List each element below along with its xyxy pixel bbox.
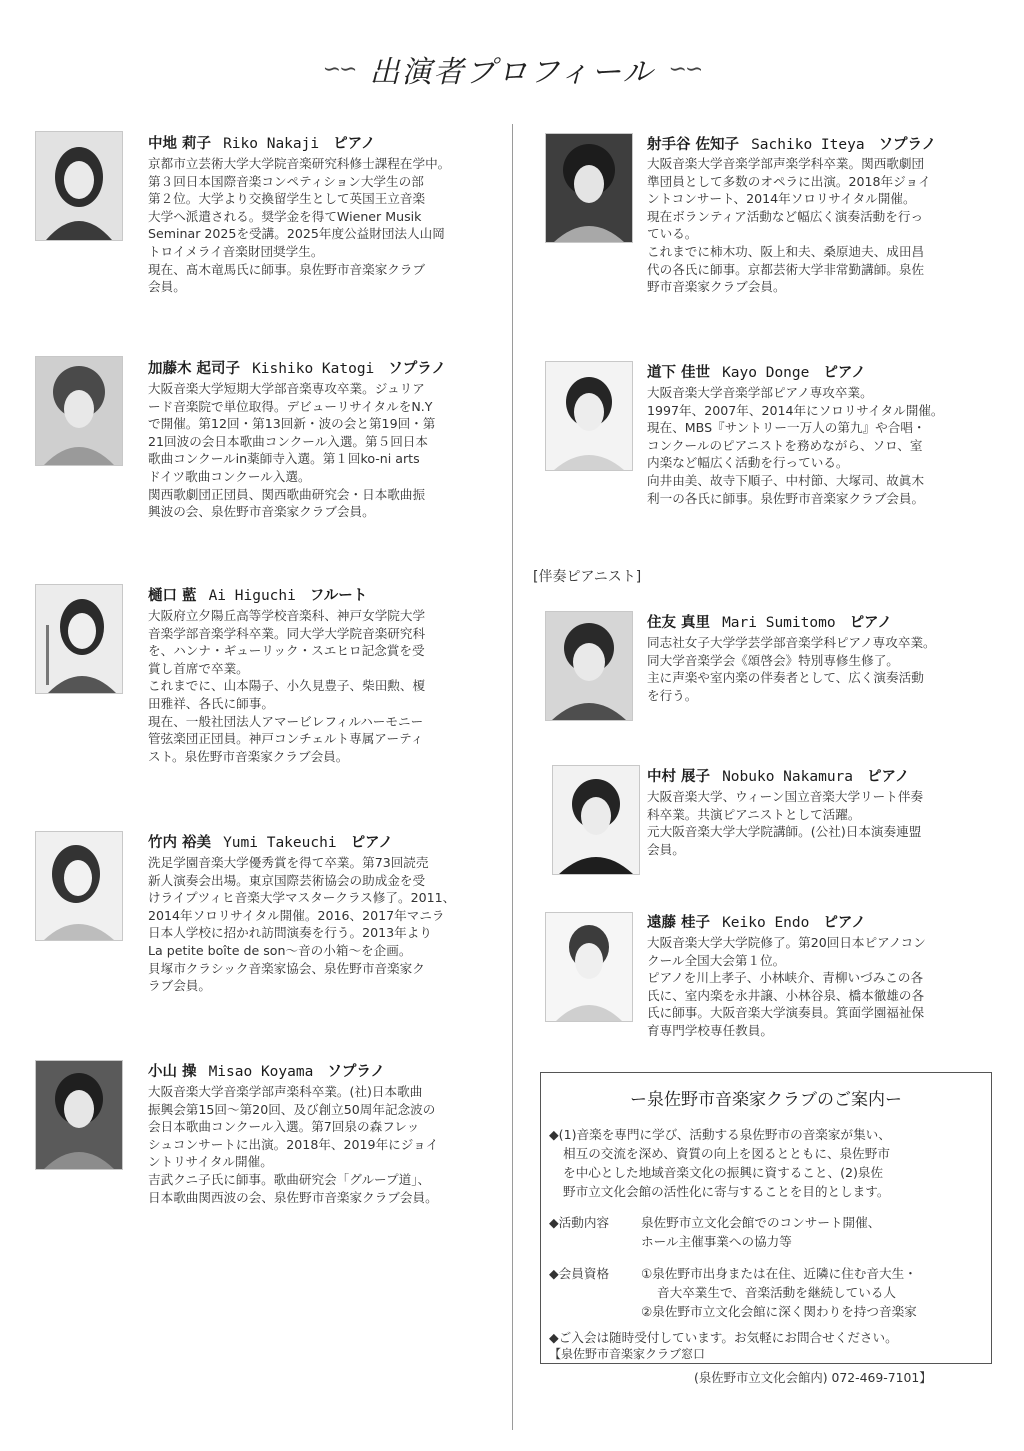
bio-line: トロイメライ音楽財団奨学生。	[148, 243, 324, 259]
performer-photo	[35, 131, 123, 241]
bio-line: 1997年、2007年、2014年にソロリサイタル開催。	[647, 402, 944, 418]
bio-line: 賞し首席で卒業。	[148, 660, 249, 676]
bio-line: ントコンサート、2014年ソロリサイタル開催。	[647, 191, 916, 207]
bio-line: 科卒業。共演ピアニストとして活躍。	[647, 806, 861, 822]
bio-line: 大阪音楽大学音楽学部ピアノ専攻卒業。	[647, 385, 873, 400]
bio-line: ドイツ歌曲コンクール入選。	[148, 468, 311, 484]
performer-name: 住友 真里	[647, 615, 711, 631]
performer-instrument: ソプラノ	[327, 1064, 385, 1080]
performer-instrument: ピアノ	[333, 136, 376, 152]
bio-line: 大阪音楽大学短期大学部音楽専攻卒業。ジュリア	[148, 381, 425, 396]
performer-romaji: Mari Sumitomo	[722, 615, 836, 631]
performer-name: 遠藤 桂子	[647, 915, 711, 931]
performer-name-line	[148, 357, 446, 378]
purpose-line: を中心とした地域音楽文化の振興に資すること、(2)泉佐	[563, 1165, 884, 1180]
bio-line: 会員。	[647, 841, 685, 857]
bio-line: 洗足学園音楽大学優秀賞を得て卒業。第73回読売	[148, 855, 429, 870]
performer-bio	[148, 1083, 438, 1206]
performer-romaji: Keiko Endo	[722, 915, 810, 931]
accompanist-section-label: [伴奏ピアニスト]	[533, 569, 642, 585]
bio-line: 氏に師事。大阪音楽大学演奏員。箕面学園福祉保	[647, 1005, 925, 1021]
bio-line: を行う。	[647, 687, 698, 703]
purpose-line: 相互の交流を深め、資質の向上を図るとともに、泉佐野市	[563, 1146, 890, 1161]
bio-line: これまでに、山本陽子、小久見豊子、柴田勲、榎	[148, 678, 426, 694]
bio-line: 同志社女子大学学芸学部音楽学科ピアノ専攻卒業。	[647, 635, 936, 650]
flourish-right-icon: ∽∽	[668, 56, 702, 82]
column-divider	[512, 124, 513, 1430]
bio-line: 関西歌劇団正団員、関西歌曲研究会・日本歌曲振	[148, 486, 426, 502]
bio-line: コンクールのピアニストを務めながら、ソロ、室	[647, 437, 923, 453]
performer-romaji: Kishiko Katogi	[252, 361, 375, 377]
contact-title: 【泉佐野市音楽家クラブ窓口	[549, 1347, 706, 1361]
performer-photo	[545, 361, 633, 471]
portrait-icon	[36, 585, 122, 693]
bio-line: 京都市立芸術大学大学院音楽研究科修士課程在学中。	[148, 156, 451, 171]
bio-line: 内楽など幅広く活動を行っている。	[647, 455, 849, 471]
club-activity-label: ◆活動内容	[549, 1215, 610, 1230]
performer-romaji: Nobuko Nakamura	[722, 769, 854, 785]
performer-romaji: Misao Koyama	[208, 1064, 314, 1080]
bio-line: クール全国大会第１位。	[647, 952, 786, 968]
performer-name-line	[647, 765, 909, 786]
bio-line: 準団員として多数のオペラに出演。2018年ジョイ	[647, 173, 931, 189]
bio-line: 会員。	[148, 279, 186, 295]
activity-line: ホール主催事業への協力等	[641, 1234, 792, 1249]
performer-name-line	[148, 132, 375, 153]
performer-romaji: Kayo Donge	[722, 365, 810, 381]
club-title: ー泉佐野市音楽家クラブのご案内ー	[630, 1090, 902, 1110]
performer-name-line	[148, 831, 393, 852]
portrait-icon	[36, 832, 122, 940]
performer-instrument: ソプラノ	[388, 361, 446, 377]
performer-photo	[552, 765, 640, 875]
bio-line: 日本歌曲関西波の会、泉佐野市音楽家クラブ会員。	[148, 1189, 438, 1205]
bio-line: 向井由美、故寺下順子、中村節、大塚司、故眞木	[647, 472, 925, 488]
portrait-icon	[36, 1061, 122, 1169]
performer-instrument: ソプラノ	[878, 137, 937, 153]
performer-bio	[647, 788, 923, 858]
bio-line: で開催。第12回・第13回新・波の会と第19回・第	[148, 416, 436, 432]
bio-line: 現在ボランティア活動など幅広く演奏活動を行っ	[647, 208, 924, 224]
performer-romaji: Riko Nakaji	[223, 136, 320, 152]
performer-bio	[148, 380, 435, 521]
performer-photo	[35, 831, 123, 941]
performer-name: 道下 佳世	[647, 365, 711, 381]
performer-name-line	[647, 911, 866, 932]
bio-line: La petite boîte de son〜音の小箱〜を企画。	[148, 942, 412, 958]
bio-line: 管弦楽団正団員。神戸コンチェルト専属アーティ	[148, 731, 424, 747]
performer-name-line	[647, 611, 892, 632]
bio-line: これまでに柿木功、阪上和夫、桑原迪夫、成田昌	[647, 243, 925, 259]
bio-line: ード音楽院で単位取得。デビューリサイタルをN.Y	[148, 398, 433, 414]
bio-line: 振興会第15回〜第20回、及び創立50周年記念波の	[148, 1101, 436, 1117]
bio-line: 21回波の会日本歌曲コンクール入選。第５回日本	[148, 433, 428, 449]
bio-line: 第３回日本国際音楽コンペティション大学生の部	[148, 173, 424, 189]
portrait-icon	[36, 132, 122, 240]
bio-line: ている。	[647, 226, 698, 242]
club-info-box	[540, 1072, 992, 1364]
performer-photo	[545, 611, 633, 721]
bio-line: ラブ会員。	[148, 978, 211, 994]
club-contact-detail: (泉佐野市立文化会館内) 072-469-7101】	[694, 1370, 932, 1385]
bio-line: 新人演奏会出場。東京国際芸術協会の助成金を受	[148, 872, 426, 888]
membership-line: 音大卒業生で、音楽活動を継続している人	[657, 1285, 897, 1300]
bio-line: 第２位。大学より交換留学生として英国王立音楽	[148, 191, 426, 207]
activity-line: 泉佐野市立文化会館でのコンサート開催、	[641, 1215, 881, 1230]
bio-line: スト。泉佐野市音楽家クラブ会員。	[148, 748, 349, 764]
bio-line: 2014年ソロリサイタル開催。2016、2017年マニラ	[148, 907, 445, 923]
bio-line: 田雅祥、各氏に師事。	[148, 695, 274, 711]
bio-line: 同大学音楽学会《頌啓会》特別専修生修了。	[647, 652, 899, 668]
performer-photo	[545, 912, 633, 1022]
performer-name: 樋口 藍	[148, 588, 197, 604]
bio-line: 野市音楽家クラブ会員。	[647, 279, 786, 295]
portrait-icon	[546, 612, 632, 720]
bio-line: 貝塚市クラシック音楽家協会、泉佐野市音楽家ク	[148, 960, 425, 976]
performer-bio	[647, 934, 926, 1040]
membership-line: ②泉佐野市立文化会館に深く関わりを持つ音楽家	[641, 1304, 917, 1319]
performer-name-line	[148, 1060, 385, 1081]
title-bar	[0, 44, 1024, 94]
portrait-icon	[553, 766, 639, 874]
performer-photo	[35, 1060, 123, 1170]
portrait-icon	[546, 362, 632, 470]
portrait-icon	[546, 913, 632, 1021]
bio-line: 歌曲コンクールin薬師寺入選。第１回ko-ni arts	[148, 451, 420, 467]
club-contact	[549, 1346, 705, 1363]
bio-line: 元大阪音楽大学大学院講師。(公社)日本演奏連盟	[647, 824, 922, 840]
bio-line: 氏に、室内楽を永井譲、小林谷泉、橋本徹雄の各	[647, 987, 925, 1003]
bio-line: 音楽学部音楽学科卒業。同大学大学院音楽研究科	[148, 625, 426, 641]
bio-line: 代の各氏に師事。京都芸術大学非常勤講師。泉佐	[647, 261, 925, 277]
bio-line: 大阪音楽大学大学院修了。第20回日本ピアノコン	[647, 935, 926, 950]
bio-line: 育専門学校専任教員。	[647, 1022, 773, 1038]
performer-instrument: ピアノ	[823, 915, 866, 931]
performer-bio	[148, 155, 450, 296]
bio-line: 主に声楽や室内楽の伴奏者として、広く演奏活動	[647, 670, 924, 686]
performer-instrument: ピアノ	[849, 615, 892, 631]
performer-romaji: Ai Higuchi	[208, 588, 296, 604]
club-purpose	[549, 1125, 891, 1201]
performer-instrument: フルート	[309, 588, 368, 604]
club-activity	[641, 1213, 880, 1251]
bio-line: 現在、髙木竜馬氏に師事。泉佐野市音楽家クラブ	[148, 261, 426, 277]
bio-line: 大阪音楽大学、ウィーン国立音楽大学リート伴奏	[647, 789, 924, 804]
portrait-icon	[36, 357, 122, 465]
performer-bio	[647, 634, 936, 704]
performer-bio	[647, 155, 931, 296]
bio-line: Seminar 2025を受講。2025年度公益財団法人山岡	[148, 226, 445, 242]
performer-name: 竹内 裕美	[148, 835, 212, 851]
performer-name: 小山 操	[148, 1064, 197, 1080]
page-title: 出演者プロフィール	[369, 55, 655, 90]
bio-line: 利一の各氏に師事。泉佐野市音楽家クラブ会員。	[647, 490, 925, 506]
membership-line: ①泉佐野市出身または在住、近隣に住む音大生・	[641, 1266, 917, 1281]
performer-photo	[35, 356, 123, 466]
bio-line: シュコンサートに出演。2018年、2019年にジョイ	[148, 1136, 439, 1152]
club-membership-label: ◆会員資格	[549, 1266, 610, 1281]
performer-instrument: ピアノ	[867, 769, 910, 785]
bio-line: 日本人学校に招かれ訪問演奏を行う。2013年より	[148, 925, 432, 941]
performer-name: 加藤木 起司子	[148, 361, 241, 377]
club-join: ◆ご入会は随時受付しています。お気軽にお問合せください。	[549, 1330, 898, 1345]
flourish-left-icon: ∽∽	[322, 56, 356, 82]
performer-instrument: ピアノ	[823, 365, 866, 381]
portrait-icon	[546, 134, 632, 242]
bio-line: 大阪音楽大学音楽学部声楽科卒業。(社)日本歌曲	[148, 1084, 423, 1099]
performer-photo	[35, 584, 123, 694]
bio-line: 大阪府立夕陽丘高等学校音楽科、神戸女学院大学	[148, 608, 426, 623]
performer-name: 射手谷 佐知子	[647, 137, 740, 153]
bio-line: 吉武クニ子氏に師事。歌曲研究会「グループ道」、	[148, 1171, 431, 1187]
performer-romaji: Sachiko Iteya	[751, 137, 865, 153]
bio-line: 現在、一般社団法人アマービレフィルハーモニー	[148, 713, 424, 729]
bio-line: ントリサイタル開催。	[148, 1154, 273, 1170]
purpose-line: 野市立文化会館の活性化に寄与することを目的とします。	[563, 1184, 890, 1199]
bio-line: 会日本歌曲コンクール入選。第7回泉の森フレッ	[148, 1119, 420, 1135]
bio-line: を、ハンナ・ギューリック・スエヒロ記念賞を受	[148, 643, 425, 659]
bio-line: ピアノを川上孝子、小林峡介、青柳いづみこの各	[647, 970, 924, 986]
bio-line: 大阪音楽大学音楽学部声楽学科卒業。関西歌劇団	[647, 156, 925, 171]
bio-line: 現在、MBS『サントリー一万人の第九』や合唱・	[647, 420, 926, 436]
purpose-line: ◆(1)音楽を専門に学び、活動する泉佐野市の音楽家が集い、	[549, 1127, 891, 1142]
bio-line: 大学へ派遣される。奨学金を得てWiener Musik	[148, 208, 422, 224]
performer-name-line	[647, 133, 936, 154]
performer-name: 中村 展子	[647, 769, 711, 785]
performer-name-line	[647, 361, 866, 382]
performer-romaji: Yumi Takeuchi	[223, 835, 337, 851]
performer-bio	[148, 854, 455, 995]
performer-bio	[148, 607, 425, 765]
performer-bio	[647, 384, 944, 507]
bio-line: 興波の会、泉佐野市音楽家クラブ会員。	[148, 504, 375, 520]
bio-line: けライプツィヒ音楽大学マスタークラス修了。2011、	[148, 890, 456, 906]
performer-name-line	[148, 584, 367, 605]
club-membership	[641, 1264, 917, 1321]
performer-name: 中地 莉子	[148, 136, 212, 152]
performer-photo	[545, 133, 633, 243]
performer-instrument: ピアノ	[350, 835, 393, 851]
